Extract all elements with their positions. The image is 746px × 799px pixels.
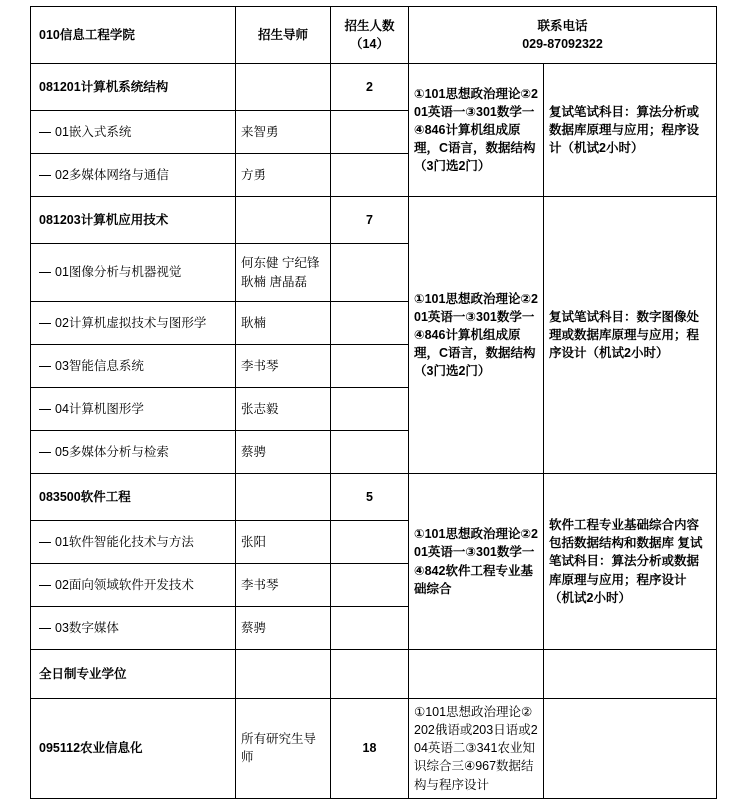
direction-adviser: 李书琴 — [236, 345, 331, 388]
table-row — [31, 650, 717, 699]
direction-quota — [331, 521, 409, 564]
indent-dash — [39, 628, 51, 629]
direction-name — [31, 521, 236, 564]
direction-adviser: 耿楠 — [236, 302, 331, 345]
major-name: 081203计算机应用技术 — [31, 197, 236, 244]
direction-adviser: 来智勇 — [236, 111, 331, 154]
degree-section-retest — [544, 650, 717, 699]
indent-dash — [39, 452, 51, 453]
table-row — [31, 699, 717, 799]
direction-label: 03数字媒体 — [55, 620, 119, 635]
direction-name — [31, 302, 236, 345]
direction-adviser: 方勇 — [236, 154, 331, 197]
direction-quota — [331, 564, 409, 607]
indent-dash — [39, 366, 51, 367]
exam-subjects: ①101思想政治理论②201英语一③301数学一④846计算机组成原理，C语言，数据结构（3门选2门） — [409, 197, 544, 474]
direction-adviser: 蔡骋 — [236, 431, 331, 474]
retest-subjects: 复试笔试科目：算法分析或数据库原理与应用；程序设计（机试2小时） — [544, 64, 717, 197]
direction-quota — [331, 154, 409, 197]
indent-dash — [39, 272, 51, 273]
major-name: 081201计算机系统结构 — [31, 64, 236, 111]
header-contact-line2: 029-87092322 — [522, 37, 603, 51]
major-quota: 18 — [331, 699, 409, 799]
table-row — [31, 474, 717, 521]
indent-dash — [39, 175, 51, 176]
table-header-row — [31, 7, 717, 64]
table-row — [31, 197, 717, 244]
direction-name — [31, 345, 236, 388]
direction-quota — [331, 431, 409, 474]
direction-name — [31, 607, 236, 650]
major-name: 083500软件工程 — [31, 474, 236, 521]
retest-subjects: 软件工程专业基础综合内容包括数据结构和数据库 复试笔试科目：算法分析或数据库原理与应用；程序设计（机试2小时） — [544, 474, 717, 650]
direction-quota — [331, 111, 409, 154]
direction-name — [31, 244, 236, 302]
direction-name — [31, 431, 236, 474]
direction-label: 02计算机虚拟技术与图形学 — [55, 315, 207, 330]
header-adviser: 招生导师 — [236, 7, 331, 64]
direction-label: 04计算机图形学 — [55, 401, 144, 416]
direction-adviser: 何东健 宁纪锋 耿楠 唐晶磊 — [236, 244, 331, 302]
direction-name — [31, 111, 236, 154]
direction-adviser: 李书琴 — [236, 564, 331, 607]
direction-label: 03智能信息系统 — [55, 358, 144, 373]
indent-dash — [39, 542, 51, 543]
exam-subjects: ①101思想政治理论②201英语一③301数学一④842软件工程专业基础综合 — [409, 474, 544, 650]
direction-label: 05多媒体分析与检索 — [55, 444, 169, 459]
degree-section-quota — [331, 650, 409, 699]
header-quota — [331, 7, 409, 64]
retest-subjects — [544, 699, 717, 799]
direction-label: 02面向领域软件开发技术 — [55, 577, 194, 592]
exam-subjects: ①101思想政治理论②201英语一③301数学一④846计算机组成原理，C语言，数据结构（3门选2门） — [409, 64, 544, 197]
degree-section-adviser — [236, 650, 331, 699]
direction-adviser: 张志毅 — [236, 388, 331, 431]
major-quota: 2 — [331, 64, 409, 111]
table-row — [31, 64, 717, 111]
direction-name — [31, 564, 236, 607]
major-adviser — [236, 197, 331, 244]
header-college: 010信息工程学院 — [31, 7, 236, 64]
major-adviser: 所有研究生导师 — [236, 699, 331, 799]
indent-dash — [39, 409, 51, 410]
major-quota: 7 — [331, 197, 409, 244]
retest-subjects: 复试笔试科目：数字图像处理或数据库原理与应用；程序设计（机试2小时） — [544, 197, 717, 474]
header-quota-line1: 招生人数 — [344, 18, 395, 33]
direction-label: 02多媒体网络与通信 — [55, 167, 169, 182]
direction-quota — [331, 345, 409, 388]
major-quota: 5 — [331, 474, 409, 521]
admission-table — [30, 6, 717, 799]
indent-dash — [39, 132, 51, 133]
header-contact-line1: 联系电话 — [537, 18, 588, 33]
direction-label: 01嵌入式系统 — [55, 124, 132, 139]
exam-subjects: ①101思想政治理论②202俄语或203日语或204英语二③341农业知识综合三④967数据结构与程序设计 — [409, 699, 544, 799]
direction-quota — [331, 244, 409, 302]
degree-section-exam — [409, 650, 544, 699]
indent-dash — [39, 585, 51, 586]
degree-section-title: 全日制专业学位 — [31, 650, 236, 699]
direction-quota — [331, 388, 409, 431]
major-adviser — [236, 64, 331, 111]
major-name: 095112农业信息化 — [31, 699, 236, 799]
indent-dash — [39, 323, 51, 324]
header-quota-line2: （14） — [350, 37, 389, 51]
major-adviser — [236, 474, 331, 521]
direction-quota — [331, 607, 409, 650]
admission-table-sheet — [0, 6, 746, 792]
direction-label: 01软件智能化技术与方法 — [55, 534, 194, 549]
direction-name — [31, 388, 236, 431]
header-contact — [409, 7, 717, 64]
direction-quota — [331, 302, 409, 345]
direction-label: 01图像分析与机器视觉 — [55, 265, 182, 280]
direction-adviser: 张阳 — [236, 521, 331, 564]
direction-name — [31, 154, 236, 197]
direction-adviser: 蔡骋 — [236, 607, 331, 650]
